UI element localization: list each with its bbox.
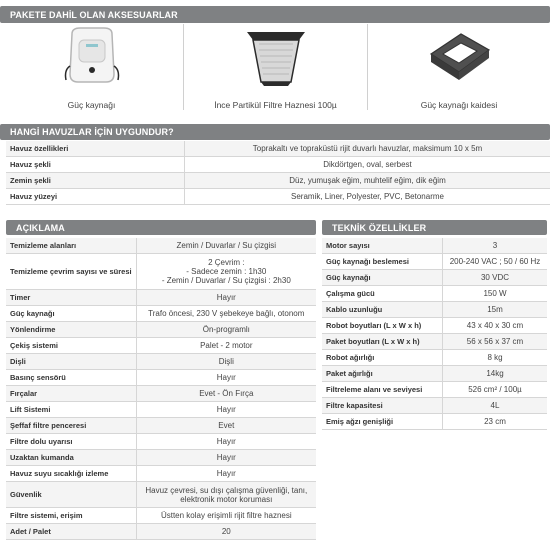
row-key: Havuz suyu sıcaklığı izleme bbox=[6, 466, 136, 482]
row-key: Şeffaf filtre penceresi bbox=[6, 418, 136, 434]
table-row bbox=[322, 350, 547, 366]
row-value: Hayır bbox=[136, 370, 316, 386]
table-row bbox=[322, 414, 547, 430]
row-key: Robot ağırlığı bbox=[322, 350, 443, 366]
table-row bbox=[6, 508, 316, 524]
table-row bbox=[322, 270, 547, 286]
accessory-power-supply-stand bbox=[368, 24, 550, 110]
table-row bbox=[322, 302, 547, 318]
accessory-label: İnce Partikül Filtre Haznesi 100µ bbox=[214, 100, 337, 110]
row-key: Yönlendirme bbox=[6, 322, 136, 338]
row-value: Havuz çevresi, su dışı çalışma güvenliği, tanı, elektronik motor koruması bbox=[136, 482, 316, 508]
row-value: 56 x 56 x 37 cm bbox=[443, 334, 548, 350]
accessories-header: PAKETE DAHİL OLAN AKSESUARLAR bbox=[0, 6, 550, 23]
table-row bbox=[6, 418, 316, 434]
row-key: Robot boyutları (L x W x h) bbox=[322, 318, 443, 334]
row-key: Temizleme çevrim sayısı ve süresi bbox=[6, 254, 136, 290]
row-value: Hayır bbox=[136, 290, 316, 306]
table-row bbox=[6, 524, 316, 540]
row-value: Seramik, Liner, Polyester, PVC, Betonarme bbox=[185, 189, 550, 205]
row-key: Paket ağırlığı bbox=[322, 366, 443, 382]
table-row bbox=[322, 286, 547, 302]
technical-table bbox=[322, 238, 547, 430]
row-value: Hayır bbox=[136, 402, 316, 418]
accessories-row bbox=[0, 24, 550, 110]
row-key: Güç kaynağı bbox=[322, 270, 443, 286]
power-supply-stand-icon bbox=[421, 26, 497, 88]
row-key: Uzaktan kumanda bbox=[6, 450, 136, 466]
row-key: Zemin şekli bbox=[6, 173, 185, 189]
row-key: Güç kaynağı beslemesi bbox=[322, 254, 443, 270]
table-row bbox=[322, 254, 547, 270]
row-key: Basınç sensörü bbox=[6, 370, 136, 386]
technical-header: TEKNİK ÖZELLİKLER bbox=[322, 220, 547, 235]
row-key: Paket boyutları (L x W x h) bbox=[322, 334, 443, 350]
row-value: Evet - Ön Fırça bbox=[136, 386, 316, 402]
accessory-label: Güç kaynağı kaidesi bbox=[420, 100, 498, 110]
row-key: Kablo uzunluğu bbox=[322, 302, 443, 318]
row-key: Güvenlik bbox=[6, 482, 136, 508]
row-value: Toprakaltı ve topraküstü rijit duvarlı havuzlar, maksimum 10 x 5m bbox=[185, 141, 550, 157]
row-value: Hayır bbox=[136, 450, 316, 466]
table-row bbox=[6, 322, 316, 338]
table-row bbox=[6, 189, 550, 205]
table-row bbox=[6, 466, 316, 482]
table-row bbox=[6, 290, 316, 306]
row-value: Hayır bbox=[136, 434, 316, 450]
table-row bbox=[6, 450, 316, 466]
table-row bbox=[6, 238, 316, 254]
row-key: Filtre sistemi, erişim bbox=[6, 508, 136, 524]
row-value: 23 cm bbox=[443, 414, 548, 430]
row-value: 3 bbox=[443, 238, 548, 254]
description-table bbox=[6, 238, 316, 540]
row-key: Timer bbox=[6, 290, 136, 306]
row-value: Trafo öncesi, 230 V şebekeye bağlı, otonom bbox=[136, 306, 316, 322]
row-value: 150 W bbox=[443, 286, 548, 302]
row-key: Çekiş sistemi bbox=[6, 338, 136, 354]
accessory-power-supply bbox=[0, 24, 183, 110]
row-key: Havuz şekli bbox=[6, 157, 185, 173]
table-row bbox=[6, 173, 550, 189]
table-row bbox=[322, 238, 547, 254]
row-value: Palet - 2 motor bbox=[136, 338, 316, 354]
row-value: 15m bbox=[443, 302, 548, 318]
row-value: Evet bbox=[136, 418, 316, 434]
pools-header: HANGİ HAVUZLAR İÇİN UYGUNDUR? bbox=[0, 124, 550, 140]
description-header: AÇIKLAMA bbox=[6, 220, 316, 235]
row-value: 200-240 VAC ; 50 / 60 Hz bbox=[443, 254, 548, 270]
power-supply-icon bbox=[62, 26, 122, 88]
table-row bbox=[6, 338, 316, 354]
row-key: Havuz özellikleri bbox=[6, 141, 185, 157]
table-row bbox=[6, 386, 316, 402]
row-key: Havuz yüzeyi bbox=[6, 189, 185, 205]
table-row bbox=[6, 141, 550, 157]
row-key: Çalışma gücü bbox=[322, 286, 443, 302]
row-key: Lift Sistemi bbox=[6, 402, 136, 418]
row-value: Zemin / Duvarlar / Su çizgisi bbox=[136, 238, 316, 254]
pools-table bbox=[6, 141, 550, 205]
row-value: 20 bbox=[136, 524, 316, 540]
table-row bbox=[322, 382, 547, 398]
row-key: Filtre dolu uyarısı bbox=[6, 434, 136, 450]
table-row bbox=[6, 434, 316, 450]
row-value: 2 Çevrim : - Sadece zemin : 1h30 - Zemin / Duvarlar / Su çizgisi : 2h30 bbox=[136, 254, 316, 290]
accessory-label: Güç kaynağı bbox=[67, 100, 116, 110]
row-value: Üstten kolay erişimli rijit filtre haznesi bbox=[136, 508, 316, 524]
table-row bbox=[6, 370, 316, 386]
row-key: Filtreleme alanı ve seviyesi bbox=[322, 382, 443, 398]
table-row bbox=[322, 318, 547, 334]
accessory-filter-basket bbox=[184, 24, 367, 110]
row-key: Güç kaynağı bbox=[6, 306, 136, 322]
row-value: 4L bbox=[443, 398, 548, 414]
table-row bbox=[6, 157, 550, 173]
table-row bbox=[322, 334, 547, 350]
row-key: Motor sayısı bbox=[322, 238, 443, 254]
row-key: Adet / Palet bbox=[6, 524, 136, 540]
row-value: Dikdörtgen, oval, serbest bbox=[185, 157, 550, 173]
divider bbox=[183, 24, 184, 110]
row-value: Dişli bbox=[136, 354, 316, 370]
table-row bbox=[6, 482, 316, 508]
table-row bbox=[6, 354, 316, 370]
row-key: Emiş ağzı genişliği bbox=[322, 414, 443, 430]
row-key: Dişli bbox=[6, 354, 136, 370]
row-value: 14kg bbox=[443, 366, 548, 382]
divider bbox=[367, 24, 368, 110]
table-row bbox=[6, 306, 316, 322]
row-value: 8 kg bbox=[443, 350, 548, 366]
table-row bbox=[6, 254, 316, 290]
table-row bbox=[6, 402, 316, 418]
row-value: Hayır bbox=[136, 466, 316, 482]
row-value: 30 VDC bbox=[443, 270, 548, 286]
row-key: Filtre kapasitesi bbox=[322, 398, 443, 414]
table-row bbox=[322, 366, 547, 382]
row-key: Fırçalar bbox=[6, 386, 136, 402]
row-value: 43 x 40 x 30 cm bbox=[443, 318, 548, 334]
row-key: Temizleme alanları bbox=[6, 238, 136, 254]
filter-basket-icon bbox=[241, 26, 311, 88]
row-value: Ön-programlı bbox=[136, 322, 316, 338]
table-row bbox=[322, 398, 547, 414]
row-value: Düz, yumuşak eğim, muhtelif eğim, dik eğim bbox=[185, 173, 550, 189]
row-value: 526 cm² / 100µ bbox=[443, 382, 548, 398]
